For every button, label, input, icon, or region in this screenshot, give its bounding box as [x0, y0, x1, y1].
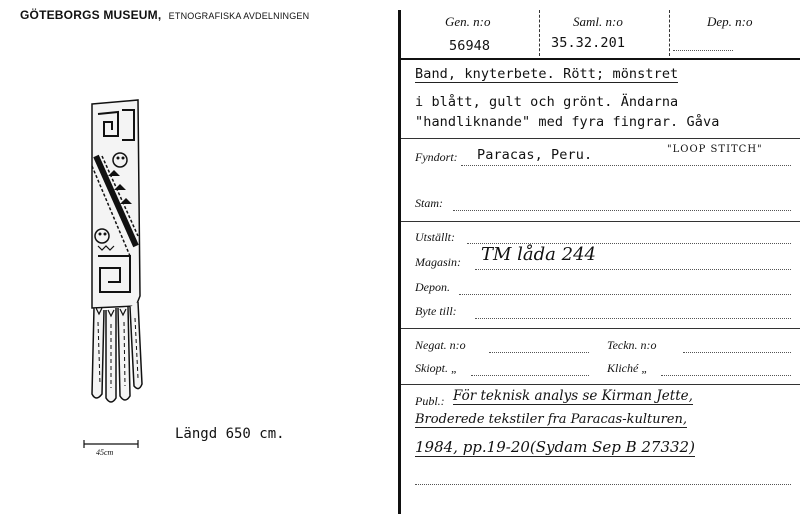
kliche-label: Kliché „ — [607, 361, 648, 375]
skiopt-label: Skiopt. „ — [415, 361, 458, 375]
skiopt-line — [471, 375, 589, 376]
section-divider — [401, 138, 800, 139]
header-divider — [401, 58, 800, 60]
fyndort-value: Paracas, Peru. — [477, 147, 593, 163]
negat-line — [489, 352, 589, 353]
illustration-panel — [0, 0, 398, 514]
publ-line: Broderede tekstiler fra Paracas-kulturen, — [415, 412, 688, 427]
depon-label: Depon. — [415, 280, 450, 294]
publ-line: För teknisk analys se Kirman Jette, — [453, 388, 693, 404]
catalog-card — [398, 10, 800, 514]
description-line: i blått, gult och grönt. Ändarna — [415, 94, 679, 110]
publ-blank-line — [415, 484, 791, 485]
column-divider — [669, 10, 670, 56]
teckn-line — [683, 352, 791, 353]
fyndort-label: Fyndort: — [415, 150, 458, 164]
description-line: Band, knyterbete. Rött; mönstret — [415, 66, 679, 82]
fyndort-line — [461, 165, 791, 166]
gen-no-label: Gen. n:o — [445, 14, 491, 29]
kliche-line — [661, 375, 791, 376]
utstallt-label: Utställt: — [415, 230, 456, 244]
publ-line: 1984, pp.19-20(Sydam Sep B 27332) — [415, 438, 695, 456]
magasin-line — [475, 269, 791, 270]
museum-name: GÖTEBORGS MUSEUM, — [20, 8, 162, 22]
section-divider — [401, 221, 800, 222]
gen-no-value: 56948 — [449, 38, 491, 54]
depon-line — [459, 294, 791, 295]
description-line: "handliknande" med fyra fingrar. Gåva — [415, 114, 720, 130]
textile-band-drawing — [78, 96, 158, 416]
section-divider — [401, 328, 800, 329]
section-divider — [401, 384, 800, 385]
department-name: ETNOGRAFISKA AVDELNINGEN — [168, 11, 310, 21]
publ-label: Publ.: — [415, 394, 445, 408]
negat-label: Negat. n:o — [415, 338, 466, 352]
magasin-value: TM låda 244 — [481, 244, 596, 265]
byte-label: Byte till: — [415, 304, 457, 318]
dep-no-label: Dep. n:o — [707, 14, 753, 29]
dep-no-blank — [673, 50, 733, 51]
magasin-label: Magasin: — [415, 255, 461, 269]
column-divider — [539, 10, 540, 56]
saml-no-label: Saml. n:o — [573, 14, 623, 29]
museum-header — [20, 8, 309, 22]
scale-bar — [82, 438, 142, 464]
teckn-label: Teckn. n:o — [607, 338, 657, 352]
scale-label: 45cm — [96, 448, 114, 457]
stam-label: Stam: — [415, 196, 443, 210]
byte-line — [475, 318, 791, 319]
length-text: Längd 650 cm. — [175, 426, 285, 442]
loop-stitch-note: "LOOP STITCH" — [667, 144, 763, 155]
stam-line — [453, 210, 791, 211]
saml-no-value: 35.32.201 — [551, 35, 626, 51]
